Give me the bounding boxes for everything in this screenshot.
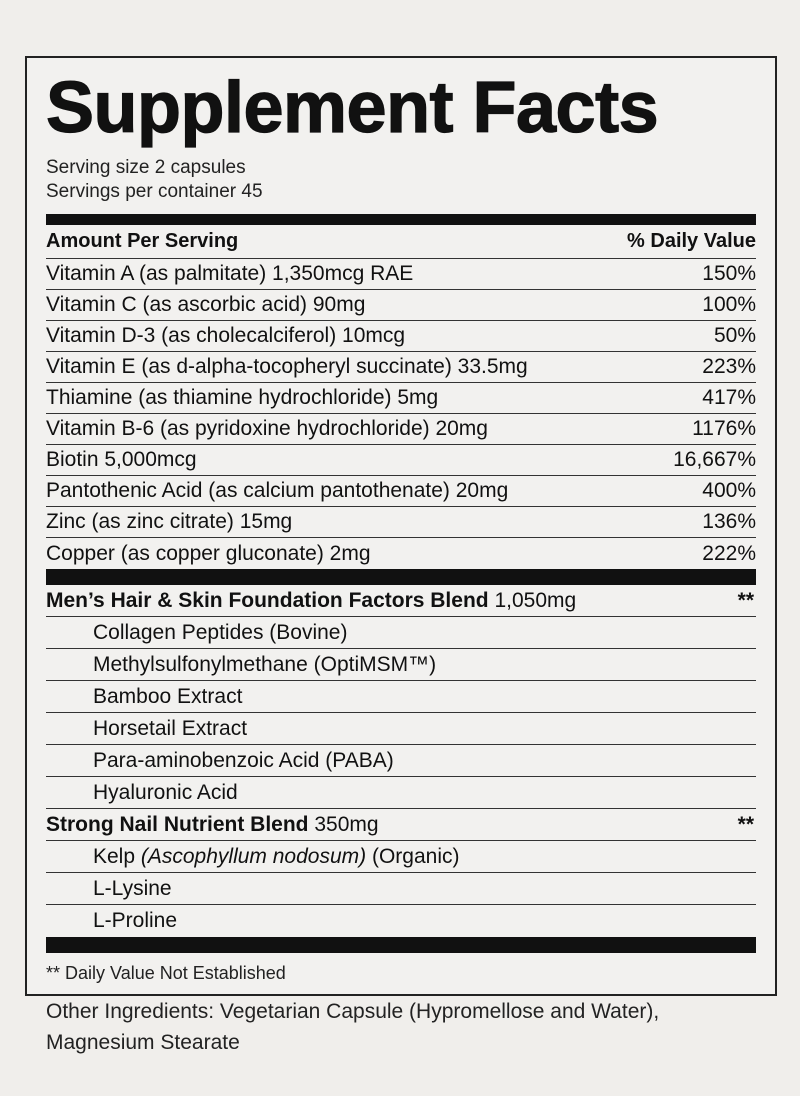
nutrient-name: Copper (as copper gluconate) 2mg bbox=[46, 541, 371, 565]
blend-hair-skin-amount: 1,050mg bbox=[494, 588, 577, 612]
blend-ingredient-kelp bbox=[46, 841, 756, 873]
nutrient-row bbox=[46, 321, 756, 352]
nutrient-row bbox=[46, 259, 756, 290]
nutrient-name: Vitamin A (as palmitate) 1,350mcg RAE bbox=[46, 262, 414, 285]
supplement-facts-panel bbox=[25, 56, 777, 996]
nutrient-name: Thiamine (as thiamine hydrochloride) 5mg bbox=[46, 386, 439, 409]
blend-nail-dv: ** bbox=[737, 812, 754, 836]
blend-ingredient: L-Lysine bbox=[46, 873, 756, 905]
serving-size: Serving size 2 capsules bbox=[46, 157, 246, 178]
blend-ingredient: Methylsulfonylmethane (OptiMSM™) bbox=[46, 649, 756, 681]
blend-ingredient: Bamboo Extract bbox=[46, 681, 756, 713]
blend-ingredient: L-Proline bbox=[93, 909, 178, 932]
nutrient-dv: 400% bbox=[702, 479, 756, 502]
nutrient-row bbox=[46, 414, 756, 445]
nutrient-list bbox=[46, 259, 756, 569]
footnote: ** Daily Value Not Established bbox=[46, 963, 286, 983]
blend-nail-amount: 350mg bbox=[314, 812, 379, 836]
blend-hair-skin-name: Men’s Hair & Skin Foundation Factors Blend bbox=[46, 588, 489, 612]
nutrient-name: Zinc (as zinc citrate) 15mg bbox=[46, 510, 293, 533]
column-header-row bbox=[46, 225, 756, 259]
blend-nail-row bbox=[46, 809, 756, 841]
servings-per-container: Servings per container 45 bbox=[46, 181, 263, 202]
nutrient-dv: 16,667% bbox=[673, 448, 756, 471]
nutrient-dv: 136% bbox=[702, 510, 756, 533]
nutrient-row bbox=[46, 352, 756, 383]
nutrient-name: Vitamin B-6 (as pyridoxine hydrochloride) 20mg bbox=[46, 417, 488, 440]
daily-value-header: % Daily Value bbox=[627, 230, 756, 252]
nutrient-dv: 100% bbox=[702, 293, 756, 316]
nutrient-name: Vitamin C (as ascorbic acid) 90mg bbox=[46, 293, 366, 316]
panel-title: Supplement Facts bbox=[46, 68, 659, 148]
other-ingredients: Other Ingredients: Vegetarian Capsule (Hypromellose and Water), Magnesium Stearate bbox=[46, 1000, 660, 1054]
divider-heavy-bottom bbox=[46, 937, 756, 953]
nutrient-row bbox=[46, 507, 756, 538]
nutrient-dv: 223% bbox=[702, 355, 756, 378]
nutrient-row bbox=[46, 476, 756, 507]
nutrient-name: Pantothenic Acid (as calcium pantothenate) 20mg bbox=[46, 479, 509, 502]
nutrient-name: Vitamin D-3 (as cholecalciferol) 10mcg bbox=[46, 324, 406, 347]
kelp-name: Kelp bbox=[93, 845, 136, 868]
nutrient-row bbox=[46, 290, 756, 321]
blend-ingredient: Horsetail Extract bbox=[46, 713, 756, 745]
nutrient-dv: 1176% bbox=[692, 417, 756, 440]
nutrient-dv: 50% bbox=[713, 324, 756, 347]
blend-ingredient: Collagen Peptides (Bovine) bbox=[46, 617, 756, 649]
nutrient-row bbox=[46, 538, 756, 569]
blend-ingredient: Para-aminobenzoic Acid (PABA) bbox=[46, 745, 756, 777]
serving-info bbox=[46, 156, 756, 214]
nutrient-row bbox=[46, 445, 756, 476]
blend-nail-name: Strong Nail Nutrient Blend bbox=[46, 812, 309, 836]
nutrient-row bbox=[46, 383, 756, 414]
divider-heavy bbox=[46, 569, 756, 585]
blend-ingredient: Hyaluronic Acid bbox=[46, 777, 756, 809]
nutrient-dv: 417% bbox=[702, 386, 756, 409]
nutrient-name: Vitamin E (as d-alpha-tocopheryl succinate) 33.5mg bbox=[46, 355, 528, 378]
amount-per-serving-header: Amount Per Serving bbox=[46, 230, 239, 252]
blend-hair-skin-dv: ** bbox=[737, 588, 754, 612]
nutrient-name: Biotin 5,000mcg bbox=[46, 448, 197, 471]
nutrient-dv: 150% bbox=[702, 262, 756, 285]
kelp-qualifier: (Organic) bbox=[371, 845, 460, 868]
blend-hair-skin-row bbox=[46, 585, 756, 617]
divider-thick bbox=[46, 214, 756, 225]
kelp-latin-name: (Ascophyllum nodosum) bbox=[140, 845, 367, 868]
nutrient-dv: 222% bbox=[702, 541, 756, 565]
